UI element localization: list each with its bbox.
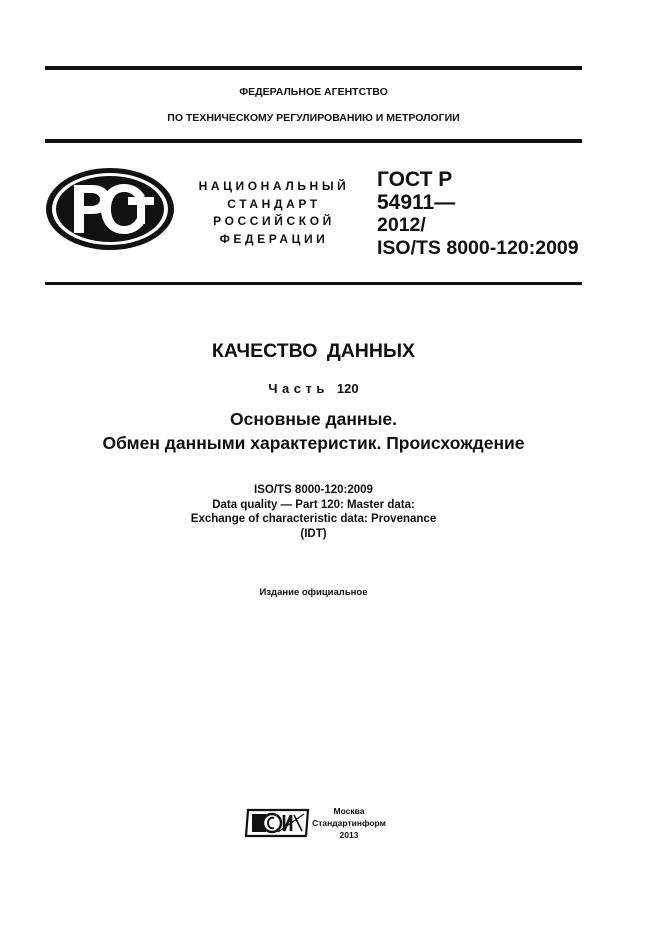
national-standard-line: ФЕДЕРАЦИИ bbox=[219, 231, 329, 246]
edition-label: Издание официальное bbox=[259, 587, 368, 598]
publisher-city: Москва bbox=[333, 806, 365, 816]
subtitle-line: Обмен данными характеристик. Происхождение bbox=[102, 433, 525, 453]
gost-line: ГОСТ Р bbox=[377, 168, 453, 191]
rst-certification-mark-icon bbox=[44, 166, 176, 252]
publisher-name: Стандартинформ bbox=[312, 818, 386, 828]
part-number: 120 bbox=[336, 381, 359, 396]
standard-block-rule bbox=[45, 282, 582, 285]
national-standard-line: НАЦИОНАЛЬНЫЙ bbox=[198, 179, 350, 193]
gost-designation bbox=[377, 168, 579, 260]
national-standard-line: РОССИЙСКОЙ bbox=[213, 214, 335, 228]
iso-line: Exchange of characteristic data: Provenance bbox=[190, 513, 437, 525]
iso-reference bbox=[45, 483, 582, 541]
gost-line: ISO/TS 8000-120:2009 bbox=[377, 237, 579, 259]
gost-line: 2012/ bbox=[377, 214, 426, 236]
national-standard-label bbox=[188, 178, 360, 248]
subtitle-line: Основные данные. bbox=[230, 409, 397, 429]
document-subtitle bbox=[45, 407, 582, 455]
iso-line: Data quality — Part 120: Master data: bbox=[212, 498, 415, 511]
agency-line-1: ФЕДЕРАЛЬНОЕ АГЕНТСТВО bbox=[239, 86, 388, 98]
iso-line: ISO/TS 8000-120:2009 bbox=[254, 484, 373, 496]
standartinform-logo-icon bbox=[244, 808, 312, 838]
iso-line: (IDT) bbox=[300, 527, 327, 540]
header-rule bbox=[45, 139, 582, 143]
top-rule bbox=[45, 66, 582, 70]
publisher-info bbox=[312, 805, 386, 841]
agency-line-2: ПО ТЕХНИЧЕСКОМУ РЕГУЛИРОВАНИЮ И МЕТРОЛОГИИ bbox=[167, 112, 460, 124]
part-word: Часть bbox=[268, 381, 329, 396]
document-title: КАЧЕСТВО ДАННЫХ bbox=[211, 340, 416, 362]
national-standard-line: СТАНДАРТ bbox=[227, 196, 321, 211]
gost-line: 54911— bbox=[377, 191, 456, 214]
publication-year: 2013 bbox=[339, 830, 359, 840]
part-label bbox=[45, 381, 582, 396]
